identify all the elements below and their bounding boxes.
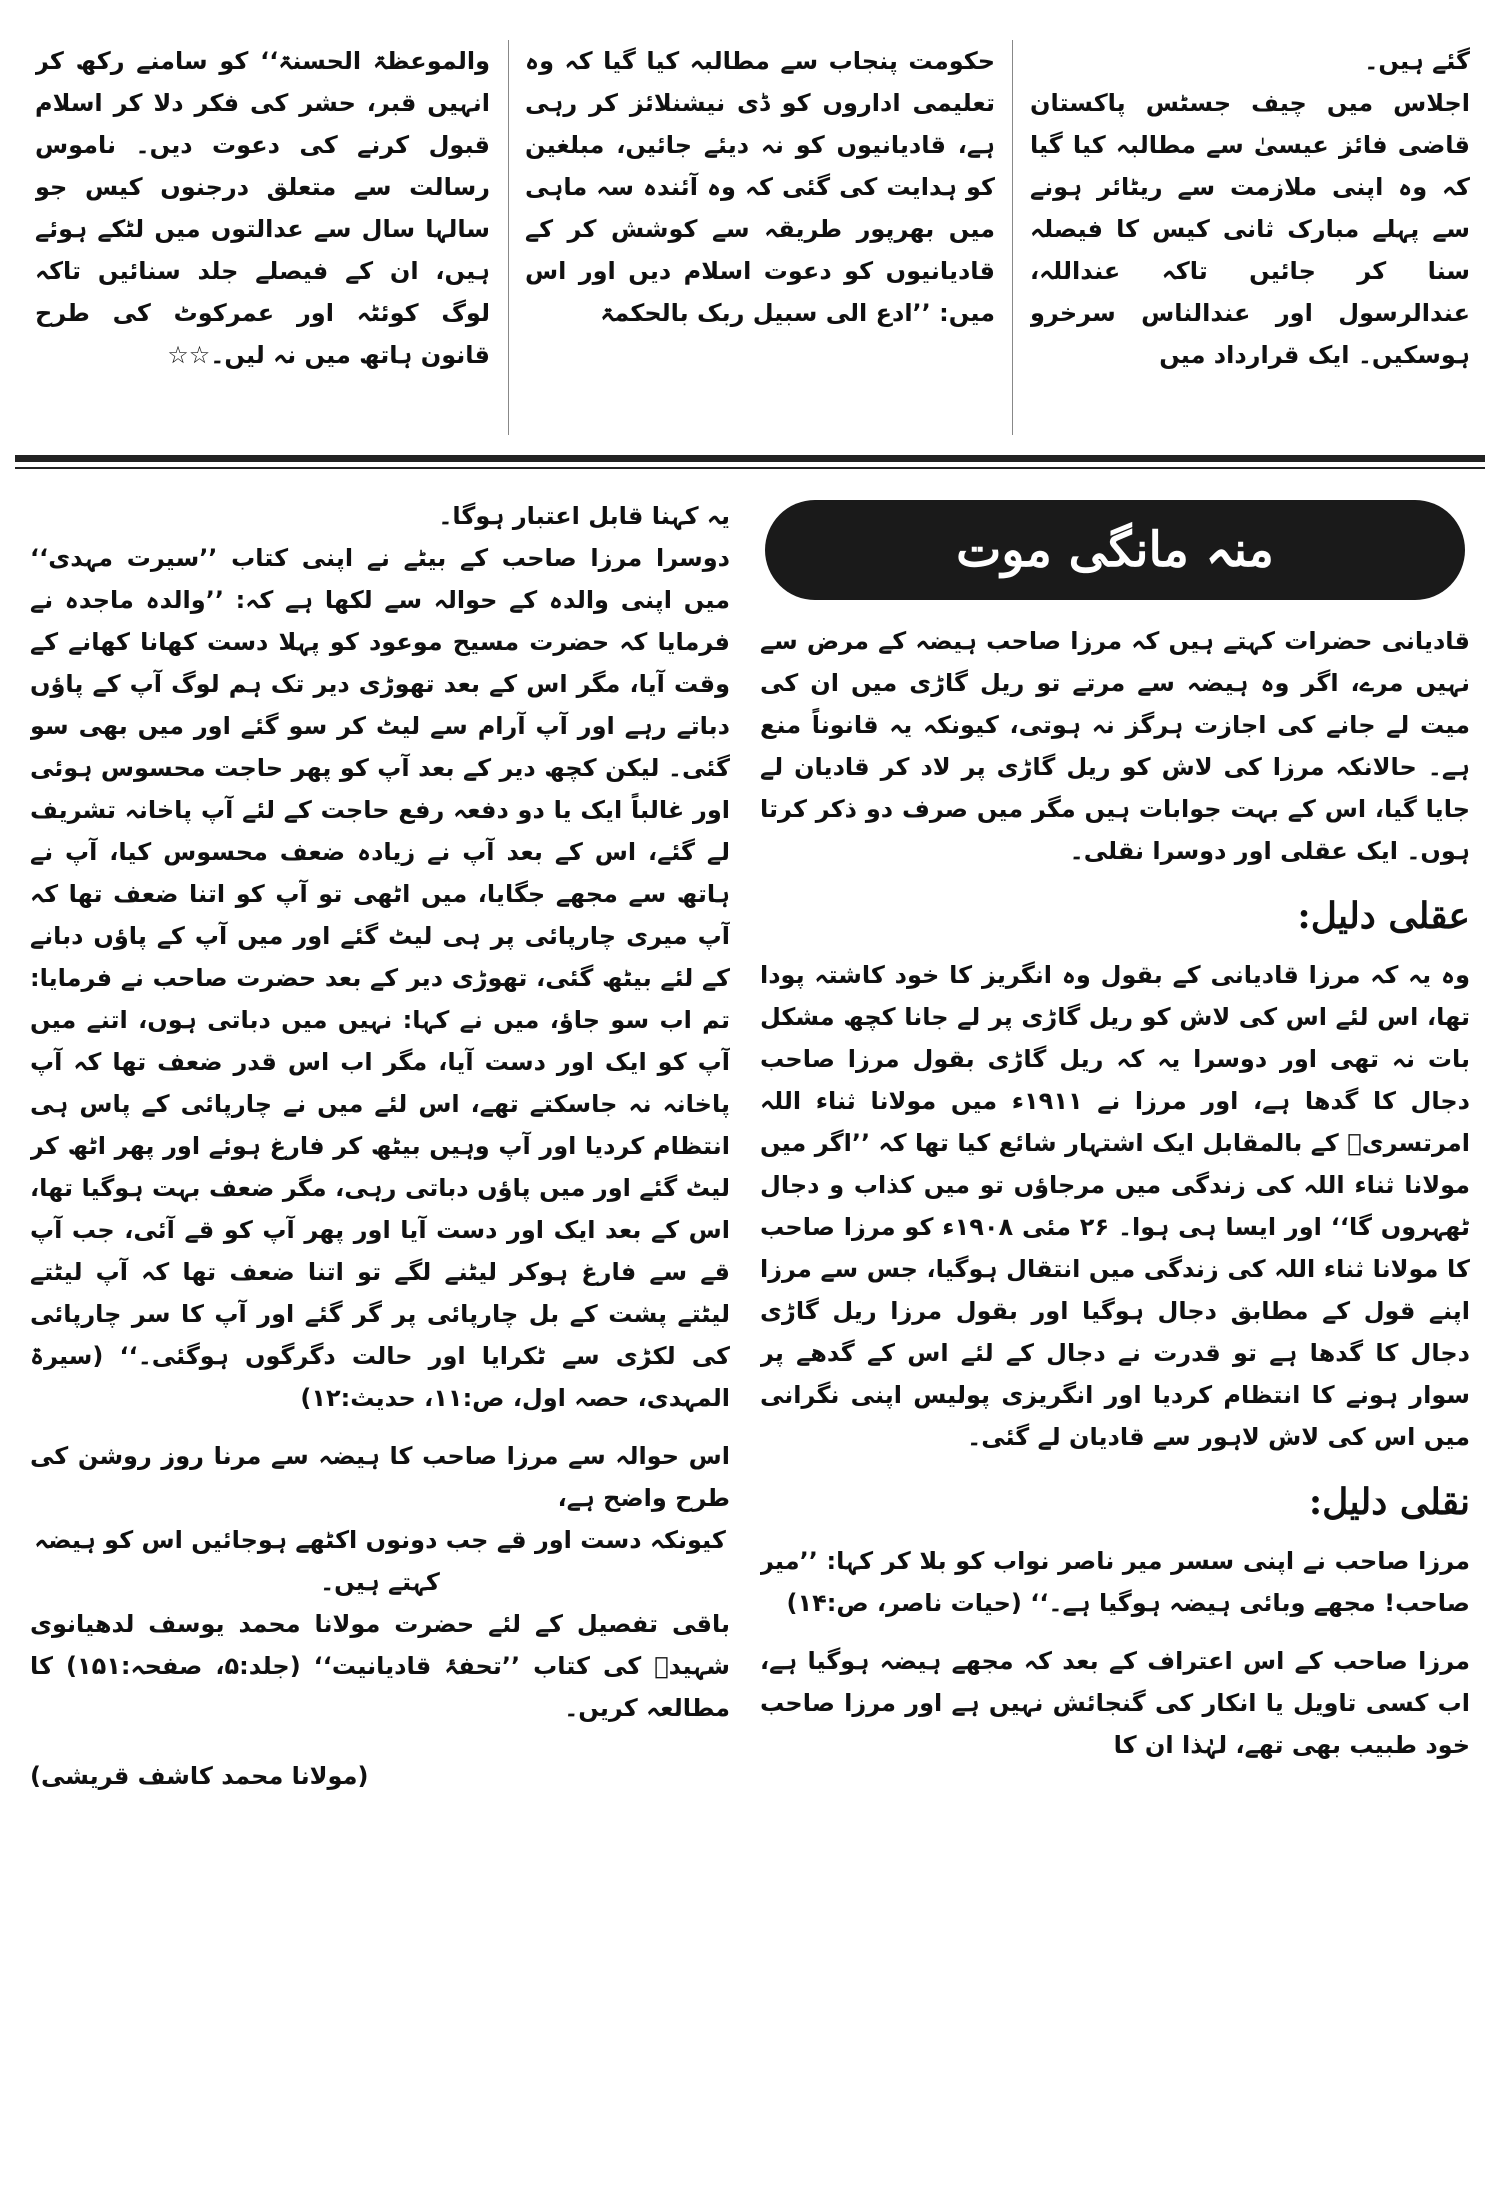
article-title-banner <box>765 500 1465 600</box>
aqli-paragraph: وہ یہ کہ مرزا قادیانی کے بقول وہ انگریز کا خود کاشتہ پودا تھا، اس لئے اس کی لاش کو ریل گاڑی پر لے جانا کچھ مشکل بات نہ تھی اور دوسرا یہ کہ ریل گاڑی بقول مرزا صاحب دجال کا گدھا ہے، اور مرزا نے ۱۹۱۱ء میں مولانا ثناء اللہ امرتسریؒ کے بالمقابل ایک اشتہار شائع کیا تھا کہ ’’اگر میں مولانا ثناء اللہ کی زندگی میں مرجاؤں تو میں کذاب و دجال ٹھہروں گا‘‘ اور ایسا ہی ہوا۔ ۲۶ مئی ۱۹۰۸ء کو مرزا صاحب کا مولانا ثناء اللہ کی زندگی میں انتقال ہوگیا، جس سے مرزا اپنے قول کے مطابق دجال ہوگیا اور بقول مرزا ریل گاڑی دجال کا گدھا ہے تو قدرت نے دجال کے لئے اس کے گدھے پر سوار ہونے کا انتظام کردیا اور انگریزی پولیس اپنی نگرانی میں اس کی لاش لاہور سے قادیان لے گئی۔ <box>760 961 1470 1451</box>
naqli-paragraph: مرزا صاحب نے اپنی سسر میر ناصر نواب کو بلا کر کہا: ’’میر صاحب! مجھے وبائی ہیضہ ہوگیا ہے۔‘‘ (حیات ناصر، ص:۱۴) <box>760 1547 1470 1617</box>
article-column-left <box>30 495 730 2185</box>
top-column-right <box>1030 40 1470 440</box>
paragraph: دوسرا مرزا صاحب کے بیٹے نے اپنی کتاب ’’سیرت مہدی‘‘ میں اپنی والدہ کے حوالہ سے لکھا ہے کہ: ’’والدہ ماجدہ نے فرمایا کہ حضرت مسیح موعود کو پہلا دست کھانا کھانے کے وقت آیا، مگر اس کے بعد تھوڑی دیر تک ہم لوگ آپ کے پاؤں دباتے رہے اور آپ آرام سے لیٹ کر سو گئے اور میں بھی سو گئی۔ لیکن کچھ دیر کے بعد آپ کو پھر حاجت محسوس ہوئی اور غالباً ایک یا دو دفعہ رفع حاجت کے لئے آپ پاخانہ تشریف لے گئے، اس کے بعد آپ نے زیادہ ضعف محسوس کیا، آپ نے ہاتھ سے مجھے جگایا، میں اٹھی تو آپ کو اتنا ضعف تھا کہ آپ میری چارپائی پر ہی لیٹ گئے اور میں آپ کے پاؤں دبانے کے لئے بیٹھ گئی، تھوڑی دیر کے بعد حضرت صاحب نے فرمایا: تم اب سو جاؤ، میں نے کہا: نہیں میں دباتی ہوں، اتنے میں آپ کو ایک اور دست آیا، مگر اب اس قدر ضعف تھا کہ آپ پاخانہ نہ جاسکتے تھے، اس لئے میں نے چارپائی کے پاس ہی انتظام کردیا اور آپ وہیں بیٹھ کر فارغ ہوئے اور پھر اٹھ کر لیٹ گئے اور میں پاؤں دباتی رہی، مگر ضعف بہت ہوگیا تھا، اس کے بعد ایک اور دست آیا اور پھر آپ کو قے آئی، جب آپ قے سے فارغ ہوکر لیٹنے لگے تو اتنا ضعف تھا کہ آپ لیٹتے لیٹتے پشت کے بل چارپائی پر گر گئے اور آپ کا سر چارپائی کی لکڑی سے ٹکرایا اور حالت دگرگوں ہوگئی۔‘‘ (سیرۃ المہدی، حصہ اول، ص:۱۱، حدیث:۱۲) <box>30 544 730 1412</box>
article-column-right <box>760 620 1470 2180</box>
paragraph: اس حوالہ سے مرزا صاحب کا ہیضہ سے مرنا روز روشن کی طرح واضح ہے، <box>30 1442 730 1512</box>
paragraph: حکومت پنجاب سے مطالبہ کیا گیا کہ وہ تعلیمی اداروں کو ڈی نیشنلائز کر رہی ہے، قادیانیوں کو نہ دیئے جائیں، مبلغین کو ہدایت کی گئی کہ وہ آئندہ سہ ماہی میں بھرپور طریقہ سے کوشش کر کے قادیانیوں کو دعوت اسلام دیں اور اس میں: ’’ادع الی سبیل ربک بالحکمۃ <box>525 47 995 327</box>
intro-paragraph: قادیانی حضرات کہتے ہیں کہ مرزا صاحب ہیضہ کے مرض سے نہیں مرے، اگر وہ ہیضہ سے مرتے تو ریل گاڑی میں ان کی میت لے جانے کی اجازت ہرگز نہ ہوتی، کیونکہ یہ قانوناً منع ہے۔ حالانکہ مرزا کی لاش کو ریل گاڑی پر لاد کر قادیان لے جایا گیا، اس کے بہت جوابات ہیں مگر میں صرف دو ذکر کرتا ہوں۔ ایک عقلی اور دوسرا نقلی۔ <box>760 627 1470 865</box>
author-signature: (مولانا محمد کاشف قریشی) <box>30 1762 369 1790</box>
column-divider <box>1012 40 1013 435</box>
article-title: منہ مانگی موت <box>956 522 1274 578</box>
paragraph: کیونکہ دست اور قے جب دونوں اکٹھے ہوجائیں اس کو ہیضہ کہتے ہیں۔ <box>34 1526 726 1596</box>
naqli-paragraph: مرزا صاحب کے اس اعتراف کے بعد کہ مجھے ہیضہ ہوگیا ہے، اب کسی تاویل یا انکار کی گنجائش نہیں ہے اور مرزا صاحب خود طبیب بھی تھے، لہٰذا ان کا <box>760 1647 1470 1759</box>
section-rule <box>15 455 1485 462</box>
top-column-middle <box>525 40 995 440</box>
paragraph: یہ کہنا قابل اعتبار ہوگا۔ <box>438 502 730 530</box>
section-rule-thin <box>15 467 1485 469</box>
paragraph: والموعظۃ الحسنۃ‘‘ کو سامنے رکھ کر انہیں قبر، حشر کی فکر دلا کر اسلام قبول کرنے کی دعوت دیں۔ ناموس رسالت سے متعلق درجنوں کیس جو سالہا سال سے عدالتوں میں لٹکے ہوئے ہیں، ان کے فیصلے جلد سنائیں تاکہ لوگ کوئٹہ اور عمرکوٹ کی طرح قانون ہاتھ میں نہ لیں۔☆☆ <box>35 47 490 369</box>
paragraph: اجلاس میں چیف جسٹس پاکستان قاضی فائز عیسیٰ سے مطالبہ کیا گیا کہ وہ اپنی ملازمت سے ریٹائر ہونے سے پہلے مبارک ثانی کیس کا فیصلہ سنا کر جائیں تاکہ عنداللہ، عندالرسول اور عندالناس سرخرو ہوسکیں۔ ایک قرارداد میں <box>1030 89 1470 369</box>
column-divider <box>508 40 509 435</box>
top-column-left <box>35 40 490 440</box>
paragraph: گئے ہیں۔ <box>1364 47 1470 75</box>
paragraph: باقی تفصیل کے لئے حضرت مولانا محمد یوسف لدھیانوی شہیدؒ کی کتاب ’’تحفۂ قادیانیت‘‘ (جلد:۵، صفحہ:۱۵۱) کا مطالعہ کریں۔ <box>30 1610 730 1722</box>
section-heading-aqli: عقلی دلیل: <box>1297 895 1470 937</box>
section-heading-naqli: نقلی دلیل: <box>1308 1481 1470 1523</box>
